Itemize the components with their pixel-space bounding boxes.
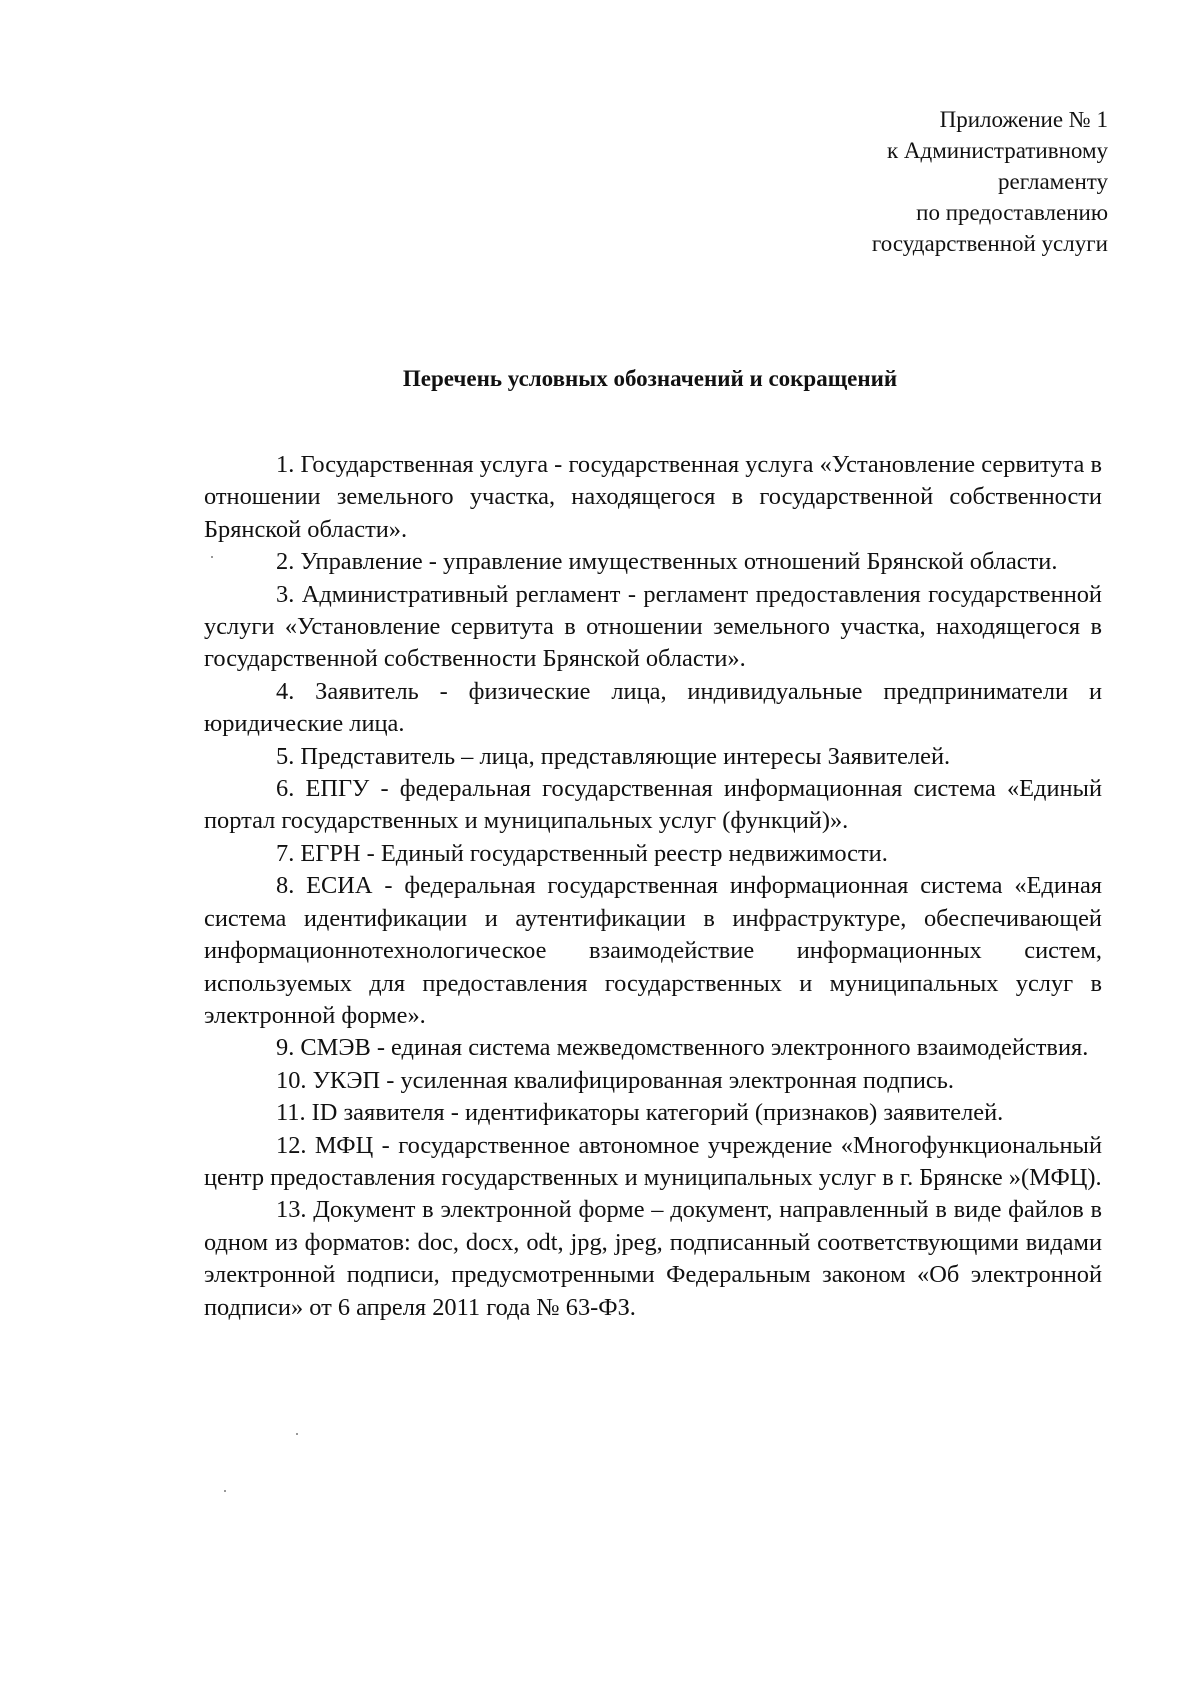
definition-item: 10. УКЭП - усиленная квалифицированная электронная подпись. — [276, 1066, 954, 1094]
definition-item: 4. Заявитель - физические лица, индивидуальные предприниматели и юридические лица. — [204, 677, 1102, 738]
appendix-line: к Административному — [886, 138, 1108, 163]
definition-item: 1. Государственная услуга - государственная услуга «Установление сервитута в отношении земельного участка, находящегося в государственной собственности Брянской области». — [204, 451, 1102, 543]
appendix-line: регламенту — [998, 169, 1108, 194]
definitions-list — [204, 449, 1102, 1324]
definition-item: 9. СМЭВ - единая система межведомственного электронного взаимодействия. — [276, 1034, 1089, 1062]
definition-item: 7. ЕГРН - Единый государственный реестр недвижимости. — [276, 839, 888, 867]
definition-item: 5. Представитель – лица, представляющие интересы Заявителей. — [276, 742, 951, 770]
definition-item: 8. ЕСИА - федеральная государственная информационная система «Единая система идентификации и аутентификации в инфраструктуре, обеспечивающей информационнотехнологическое взаимодействие информационных систем, используемых для предоставления государственных и муниципальных услуг в электронной форме». — [204, 872, 1102, 1029]
definition-item: 2. Управление - управление имущественных отношений Брянской области. — [276, 548, 1058, 576]
definition-item: 13. Документ в электронной форме – документ, направленный в виде файлов в одном из форматов: doc, docx, odt, jpg, jpeg, подписанный соответствующими видами электронной подписи, предусмотренными Федеральным законом «Об электронной подписи» от 6 апреля 2011 года № 63-ФЗ. — [204, 1196, 1102, 1321]
scan-speck — [211, 556, 213, 558]
document-title: Перечень условных обозначений и сокращений — [402, 366, 898, 391]
appendix-line: по предоставлению — [916, 200, 1108, 225]
definition-item: 11. ID заявителя - идентификаторы категорий (признаков) заявителей. — [276, 1099, 1004, 1127]
definition-item: 3. Административный регламент - регламент предоставления государственной услуги «Установление сервитута в отношении земельного участка, находящегося в государственной собственности Брянской области». — [204, 580, 1102, 673]
appendix-line: Приложение № 1 — [939, 107, 1108, 132]
appendix-line: государственной услуги — [871, 231, 1108, 256]
scan-speck — [296, 1433, 298, 1435]
definition-item: 6. ЕПГУ - федеральная государственная информационная система «Единый портал государственных и муниципальных услуг (функций)». — [204, 775, 1102, 835]
appendix-header — [872, 104, 1108, 259]
definition-item: 12. МФЦ - государственное автономное учреждение «Многофункциональный центр предоставления государственных и муниципальных услуг в г. Брянске »(МФЦ). — [204, 1131, 1102, 1191]
scan-speck — [224, 1490, 226, 1492]
